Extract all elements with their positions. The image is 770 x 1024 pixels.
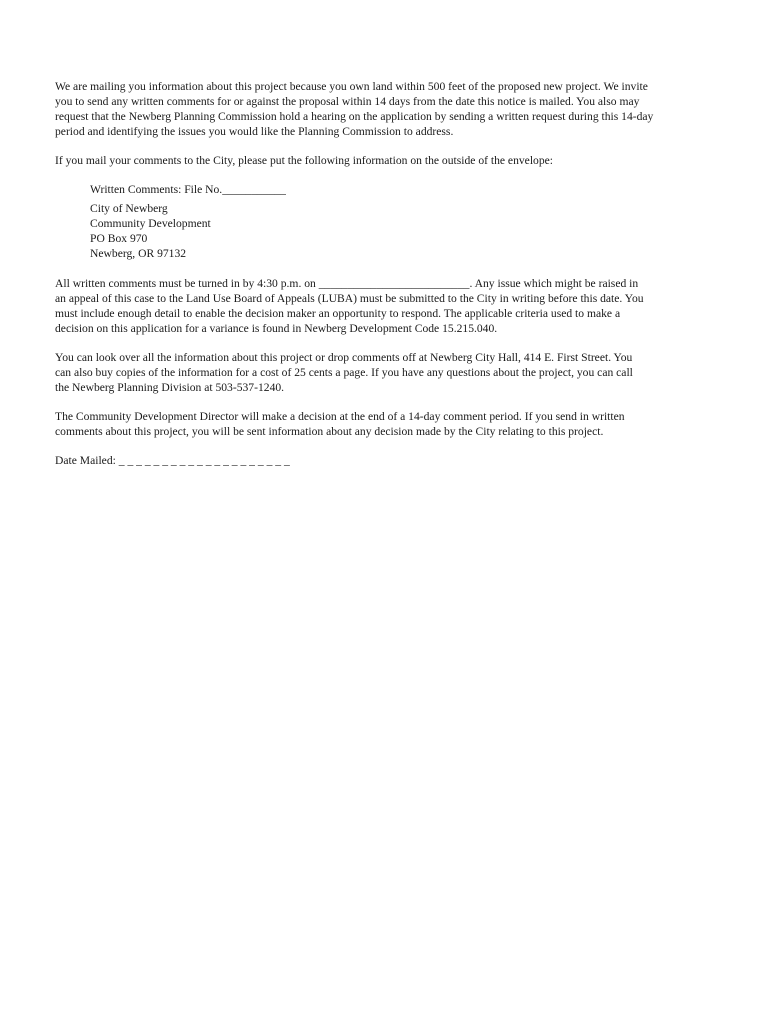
decision-line: comments about this project, you will be sent information about any decision made by the City relating to this project. <box>55 425 604 438</box>
review-paragraph <box>55 350 715 395</box>
intro-line: We are mailing you information about this project because you own land within 500 feet of the proposed new project. We invite <box>55 80 648 93</box>
intro-line: you to send any written comments for or against the proposal within 14 days from the date this notice is mailed. You also may <box>55 95 640 108</box>
address-city-state-zip: Newberg, OR 97132 <box>90 247 187 260</box>
address-org: City of Newberg <box>90 202 168 215</box>
notice-document <box>55 79 715 482</box>
date-mailed <box>55 453 715 468</box>
decision-paragraph <box>55 409 715 439</box>
deadline-line: All written comments must be turned in by 4:30 p.m. on __________________________. Any issue which might be raised in <box>55 277 639 290</box>
deadline-line: must include enough detail to enable the decision maker an opportunity to respond. The applicable criteria used to make a <box>55 307 621 320</box>
mail-instruction <box>55 153 715 168</box>
date-mailed-line: Date Mailed: _ _ _ _ _ _ _ _ _ _ _ _ _ _ _ _ _ _ _ _ <box>55 454 290 467</box>
mail-instruction-text: If you mail your comments to the City, please put the following information on the outside of the envelope: <box>55 154 553 167</box>
deadline-line: an appeal of this case to the Land Use Board of Appeals (LUBA) must be submitted to the City in writing before this date. You <box>55 292 644 305</box>
address-dept: Community Development <box>90 217 211 230</box>
intro-paragraph <box>55 79 715 139</box>
deadline-paragraph <box>55 276 715 336</box>
file-number-line: Written Comments: File No.___________ <box>90 183 286 196</box>
deadline-line: decision on this application for a variance is found in Newberg Development Code 15.215.040. <box>55 322 498 335</box>
review-line: You can look over all the information about this project or drop comments off at Newberg City Hall, 414 E. First Street. You <box>55 351 633 364</box>
review-line: can also buy copies of the information for a cost of 25 cents a page. If you have any questions about the project, you can call <box>55 366 633 379</box>
envelope-address-block <box>90 182 715 261</box>
intro-line: period and identifying the issues you would like the Planning Commission to address. <box>55 125 454 138</box>
address-po-box: PO Box 970 <box>90 232 148 245</box>
decision-line: The Community Development Director will make a decision at the end of a 14-day comment period. If you send in written <box>55 410 625 423</box>
intro-line: request that the Newberg Planning Commission hold a hearing on the application by sending a written request during this 14-day <box>55 110 654 123</box>
review-line: the Newberg Planning Division at 503-537-1240. <box>55 381 285 394</box>
